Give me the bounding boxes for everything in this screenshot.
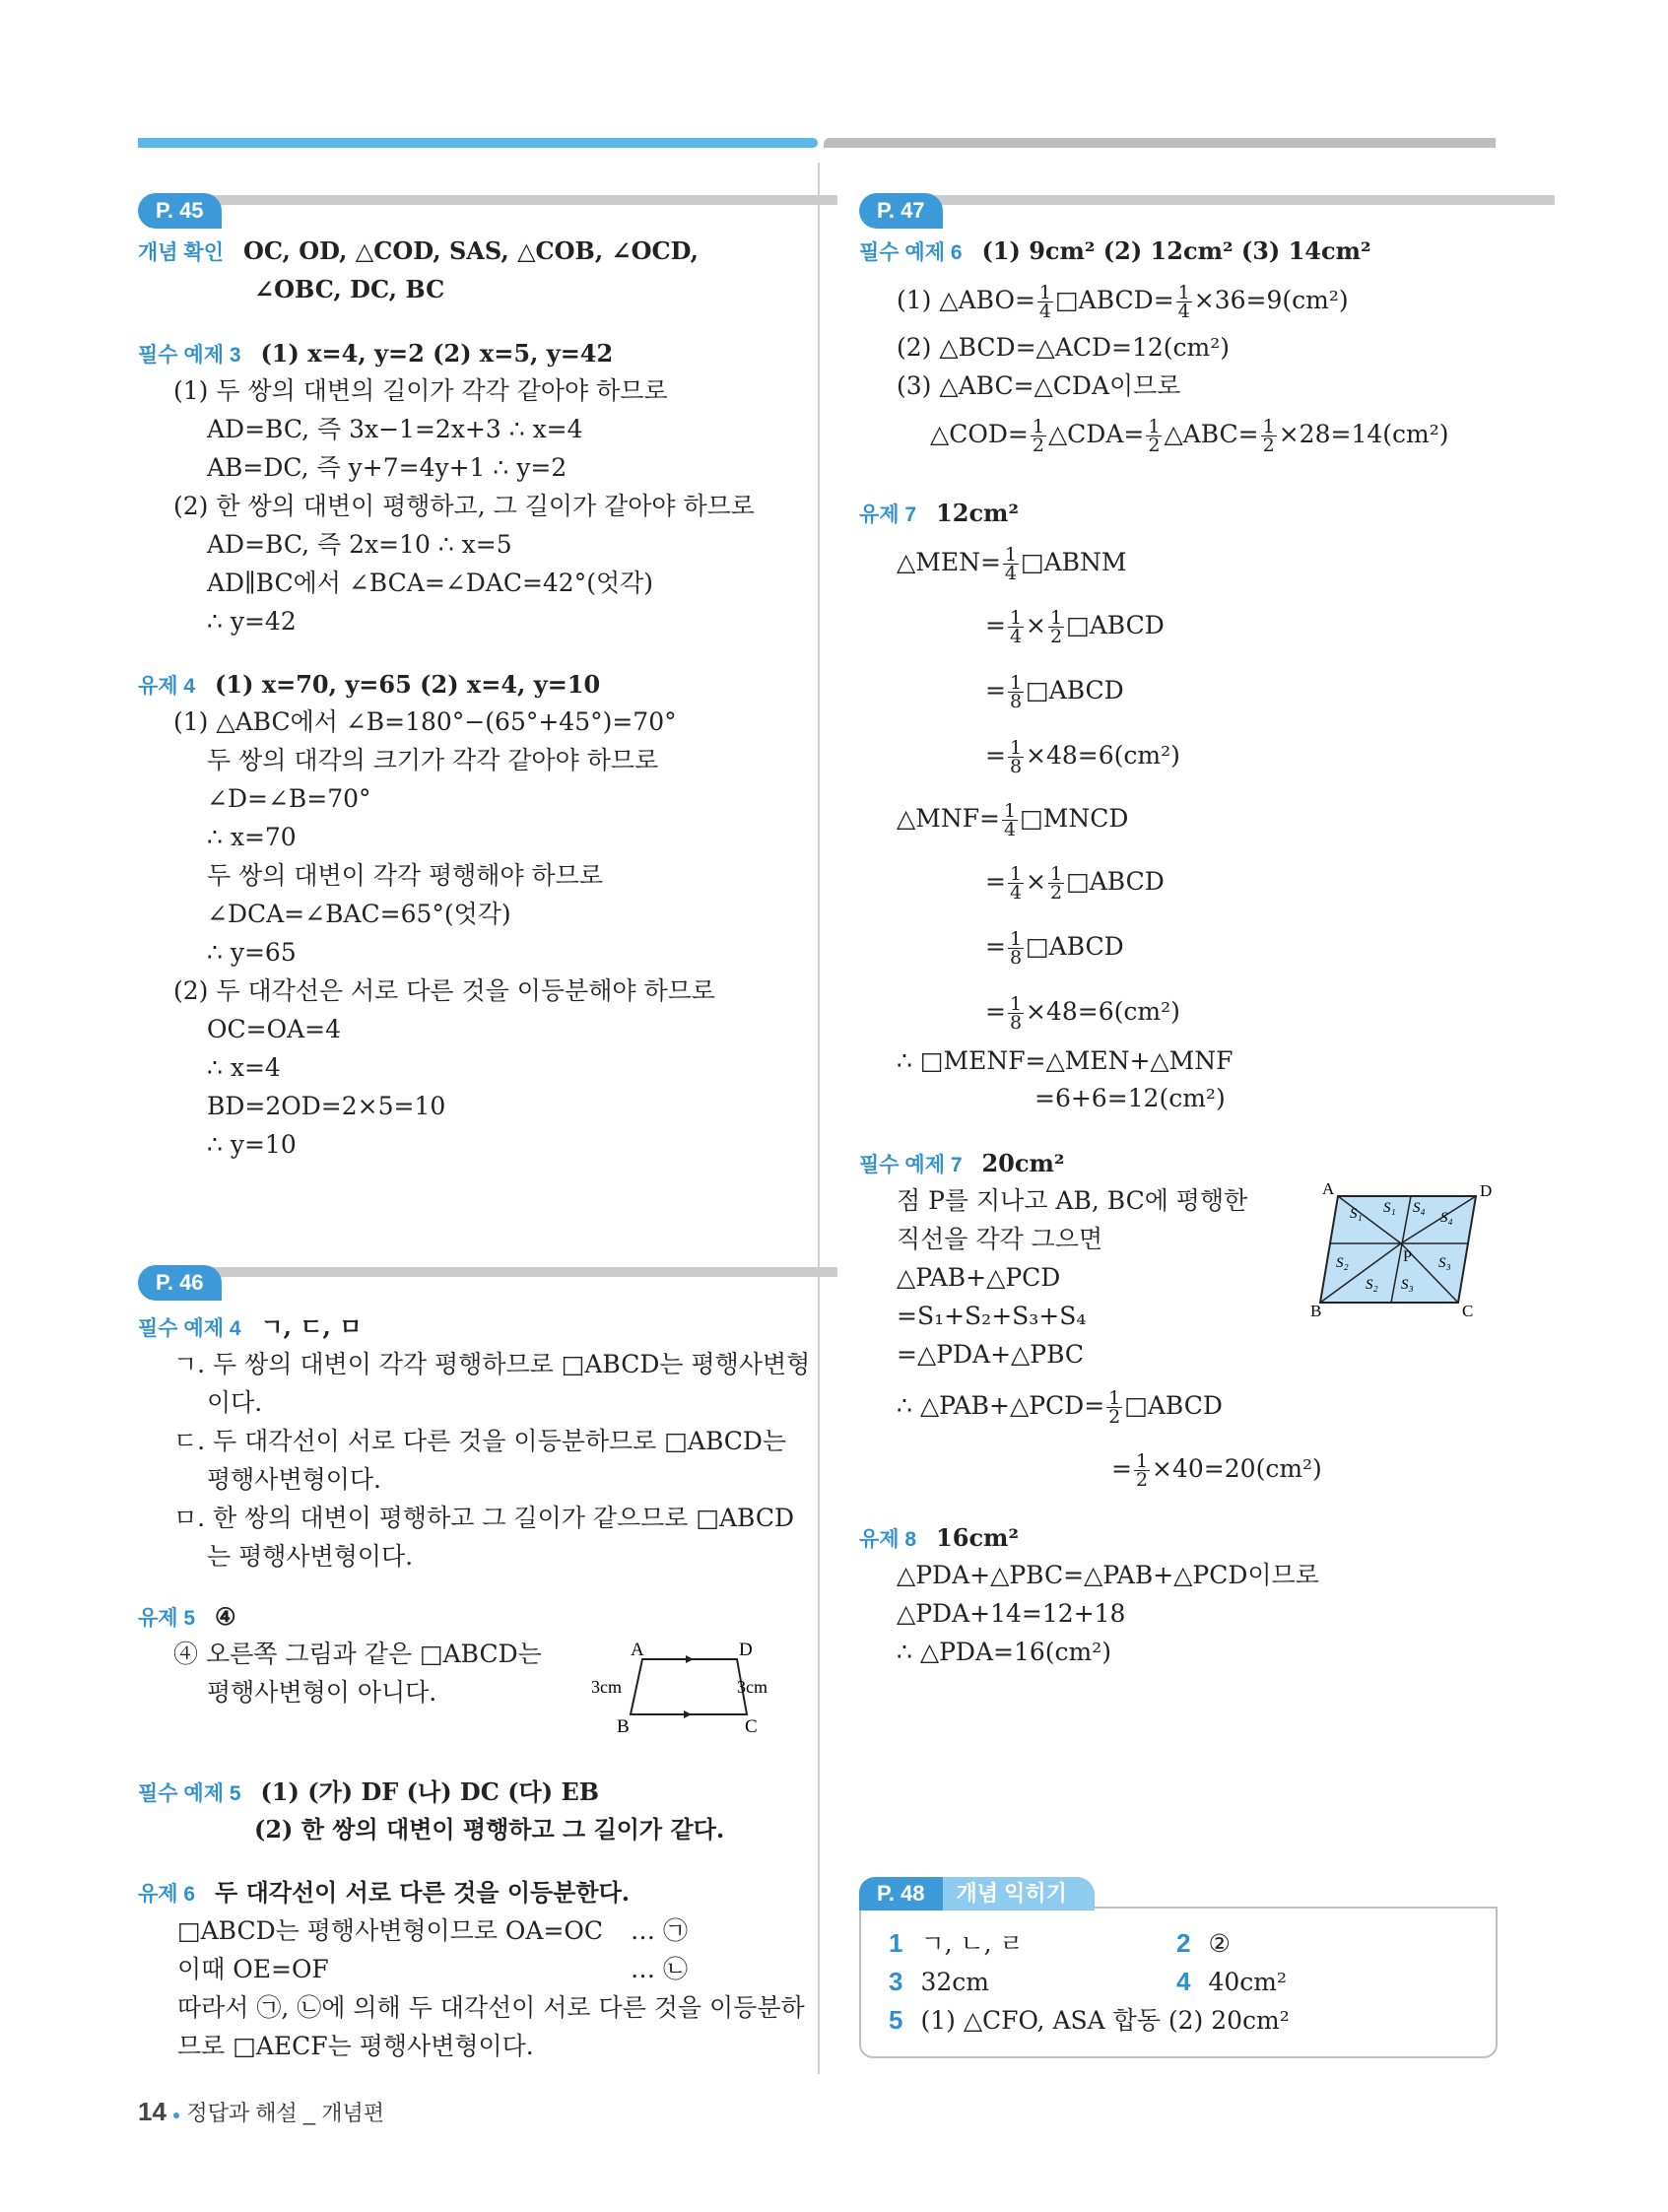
- svg-text:S₁: S₁: [1350, 1206, 1363, 1222]
- example-7-line7: = $\frac{1}{2}$ ×40=20(cm²): [1111, 1450, 1322, 1491]
- exercise-7-men-step3: = $\frac{1}{8}$ ×48=6(cm²): [985, 737, 1180, 777]
- example-6-line2: (2) △BCD=△ACD=12(cm²): [897, 333, 1230, 362]
- q8-line: △PDA+14=12+18: [897, 1599, 1126, 1628]
- vertex-d-label: D: [739, 1640, 753, 1660]
- exercise-8-header: 유제 8 16cm²: [859, 1523, 1019, 1552]
- svg-text:S₄: S₄: [1413, 1200, 1426, 1216]
- q4-line: ∴ y=10: [207, 1130, 297, 1159]
- ex7-line: =△PDA+△PBC: [897, 1340, 1085, 1369]
- footer: [138, 2097, 384, 2127]
- exercise-7-mnf-step2: = $\frac{1}{8}$ □ABCD: [985, 928, 1124, 969]
- svg-text:S₄: S₄: [1440, 1210, 1453, 1226]
- page-tag-p47: P. 47: [859, 193, 943, 229]
- ex7-line: =S₁+S₂+S₃+S₄: [897, 1302, 1087, 1330]
- svg-text:S₃: S₃: [1438, 1255, 1451, 1271]
- p48-item-5: 5 (1) △CFO, ASA 합동 (2) 20cm²: [889, 2005, 1290, 2035]
- exercise-5-header: 유제 5 ④: [138, 1602, 236, 1631]
- vertex-c-label: C: [745, 1716, 758, 1736]
- parallelogram-figure: [1310, 1182, 1498, 1320]
- exercise-7-conclusion2: =6+6=12(cm²): [1034, 1084, 1226, 1112]
- svg-text:S₃: S₃: [1401, 1277, 1414, 1293]
- svg-text:A: A: [1322, 1182, 1335, 1198]
- ex3-line: AD∥BC에서 ∠BCA=∠DAC=42°(엇각): [207, 569, 654, 597]
- column-divider: [818, 163, 820, 2074]
- ex3-line: AB=DC, 즉 y+7=4y+1 ∴ y=2: [207, 453, 567, 482]
- p48-item-1: 1 ㄱ, ㄴ, ㄹ: [889, 1928, 1024, 1958]
- exercise-7-men: △MEN= $\frac{1}{4}$ □ABNM: [897, 544, 1127, 584]
- svg-text:D: D: [1480, 1182, 1493, 1200]
- q4-line: ∴ x=70: [207, 823, 297, 851]
- q4-line: BD=2OD=2×5=10: [207, 1092, 446, 1120]
- ex3-line: ∴ y=42: [207, 607, 297, 636]
- q5-line: 평행사변형이 아니다.: [207, 1678, 437, 1707]
- page-number: 14: [138, 2097, 167, 2126]
- example-6-line1: (1) △ABO= $\frac{1}{4}$ □ABCD= $\frac{1}{4}$ ×36=9(cm²): [897, 282, 1349, 322]
- svg-text:C: C: [1462, 1302, 1474, 1320]
- exercise-4-header: 유제 4 (1) x=70, y=65 (2) x=4, y=10: [138, 670, 601, 699]
- example-4-header: 필수 예제 4 ㄱ, ㄷ, ㅁ: [138, 1312, 363, 1341]
- exercise-7-mnf: △MNF= $\frac{1}{4}$ □MNCD: [897, 800, 1129, 840]
- fraction-quarter: $\frac{1}{4}$: [1038, 282, 1052, 322]
- q4-line: ∠DCA=∠BAC=65°(엇각): [207, 900, 511, 928]
- footer-text: 정답과 해설 _ 개념편: [186, 2101, 384, 2125]
- example-3-header: 필수 예제 3 (1) x=4, y=2 (2) x=5, y=42: [138, 339, 614, 368]
- concept-check-line2: ∠OBC, DC, BC: [254, 275, 445, 303]
- mark-1: … ㉠: [631, 1916, 688, 1945]
- p48-header: P. 48 개념 익히기: [859, 1877, 1095, 1910]
- example-5-line2: (2) 한 쌍의 대변이 평행하고 그 길이가 같다.: [254, 1815, 725, 1843]
- page-tag-p45: P. 45: [138, 193, 222, 229]
- svg-text:S₂: S₂: [1366, 1277, 1378, 1293]
- right-side-label: 3cm: [737, 1677, 767, 1697]
- svg-text:S₂: S₂: [1336, 1255, 1349, 1271]
- q6-line: 따라서 ㉠, ㉡에 의해 두 대각선이 서로 다른 것을 이등분하: [177, 1993, 805, 2022]
- p48-item-4: 4 40cm²: [1176, 1967, 1288, 1996]
- p48-item-3: 3 32cm: [889, 1967, 989, 1996]
- exercise-7-men-step1: = $\frac{1}{4}$ × $\frac{1}{2}$ □ABCD: [985, 607, 1165, 647]
- exercise-7-conclusion: ∴ □MENF=△MEN+△MNF: [897, 1046, 1234, 1075]
- top-bar-left: [138, 138, 818, 148]
- ex4-line: ㄷ. 두 대각선이 서로 다른 것을 이등분하므로 □ABCD는: [173, 1427, 787, 1455]
- ex4-line: 평행사변형이다.: [207, 1465, 381, 1494]
- svg-text:B: B: [1310, 1302, 1322, 1320]
- p48-item-2: 2 ②: [1176, 1928, 1231, 1958]
- svg-text:P: P: [1403, 1248, 1412, 1265]
- q4-line: ∠D=∠B=70°: [207, 784, 371, 813]
- left-side-label: 3cm: [591, 1677, 622, 1697]
- q4-line: 두 쌍의 대각의 크기가 각각 같아야 하므로: [207, 746, 659, 774]
- trapezoid-figure: [591, 1638, 788, 1736]
- fraction-quarter: $\frac{1}{4}$: [1177, 282, 1190, 322]
- q5-line: ④ 오른쪽 그림과 같은 □ABCD는: [173, 1640, 542, 1668]
- q4-line: ∴ x=4: [207, 1053, 281, 1082]
- example-7-header: 필수 예제 7 20cm²: [859, 1149, 1065, 1177]
- ex4-line: 이다.: [207, 1388, 263, 1417]
- exercise-6-header: 유제 6 두 대각선이 서로 다른 것을 이등분한다.: [138, 1878, 631, 1907]
- arrow-bottom: [684, 1710, 692, 1718]
- vertex-b-label: B: [617, 1716, 630, 1736]
- q8-line: △PDA+△PBC=△PAB+△PCD이므로: [897, 1561, 1319, 1589]
- q4-line: ∴ y=65: [207, 938, 297, 967]
- exercise-7-header: 유제 7 12cm²: [859, 499, 1019, 527]
- exercise-7-men-step2: = $\frac{1}{8}$ □ABCD: [985, 672, 1124, 712]
- svg-text:S₁: S₁: [1383, 1200, 1396, 1216]
- q4-line: (1) △ABC에서 ∠B=180°−(65°+45°)=70°: [173, 707, 677, 736]
- q6-line: 므로 □AECF는 평행사변형이다.: [177, 2032, 534, 2060]
- ex4-line: ㄱ. 두 쌍의 대변이 각각 평행하므로 □ABCD는 평행사변형: [173, 1350, 811, 1378]
- q4-line: 두 쌍의 대변이 각각 평행해야 하므로: [207, 861, 603, 890]
- exercise-7-mnf-step3: = $\frac{1}{8}$ ×48=6(cm²): [985, 993, 1180, 1034]
- page-tag-p46: P. 46: [138, 1265, 222, 1301]
- q6-line: 이때 OE=OF: [177, 1955, 329, 1983]
- trapezoid-shape: [631, 1659, 747, 1714]
- example-7-line6: ∴ △PAB+△PCD= $\frac{1}{2}$ □ABCD: [897, 1387, 1223, 1428]
- ex7-line: △PAB+△PCD: [897, 1263, 1061, 1292]
- q4-line: (2) 두 대각선은 서로 다른 것을 이등분해야 하므로: [173, 976, 715, 1005]
- q6-line: □ABCD는 평행사변형이므로 OA=OC: [177, 1916, 604, 1945]
- concept-check: 개념 확인 OC, OD, △COD, SAS, △COB, ∠OCD,: [138, 236, 699, 265]
- ex4-line: ㅁ. 한 쌍의 대변이 평행하고 그 길이가 같으므로 □ABCD: [173, 1504, 795, 1532]
- ex7-line: 점 P를 지나고 AB, BC에 평행한: [897, 1186, 1248, 1215]
- ex3-line: AD=BC, 즉 2x=10 ∴ x=5: [207, 530, 512, 559]
- arrow-top: [686, 1655, 694, 1663]
- ex4-line: 는 평행사변형이다.: [207, 1542, 414, 1571]
- ex3-line: (1) 두 쌍의 대변의 길이가 각각 같아야 하므로: [173, 376, 668, 405]
- example-6-header: 필수 예제 6 (1) 9cm² (2) 12cm² (3) 14cm²: [859, 236, 1371, 265]
- q8-line: ∴ △PDA=16(cm²): [897, 1638, 1111, 1666]
- ex3-line: (2) 한 쌍의 대변이 평행하고, 그 길이가 같아야 하므로: [173, 492, 755, 520]
- example-6-line4: △COD= $\frac{1}{2}$ △CDA= $\frac{1}{2}$ △ABC= $\frac{1}{2}$ ×28=14(cm²): [930, 416, 1449, 456]
- example-5-header: 필수 예제 5 (1) (가) DF (나) DC (다) EB: [138, 1777, 600, 1806]
- ex7-line: 직선을 각각 그으면: [897, 1225, 1103, 1253]
- exercise-7-mnf-step1: = $\frac{1}{4}$ × $\frac{1}{2}$ □ABCD: [985, 863, 1165, 904]
- mark-2: … ㉡: [631, 1955, 688, 1983]
- ex3-line: AD=BC, 즉 3x−1=2x+3 ∴ x=4: [207, 415, 583, 443]
- q4-line: OC=OA=4: [207, 1015, 341, 1043]
- vertex-a-label: A: [631, 1640, 644, 1660]
- bullet-icon: ●: [171, 2107, 181, 2123]
- top-bar-right: [824, 138, 1496, 148]
- example-6-line3: (3) △ABC=△CDA이므로: [897, 371, 1181, 400]
